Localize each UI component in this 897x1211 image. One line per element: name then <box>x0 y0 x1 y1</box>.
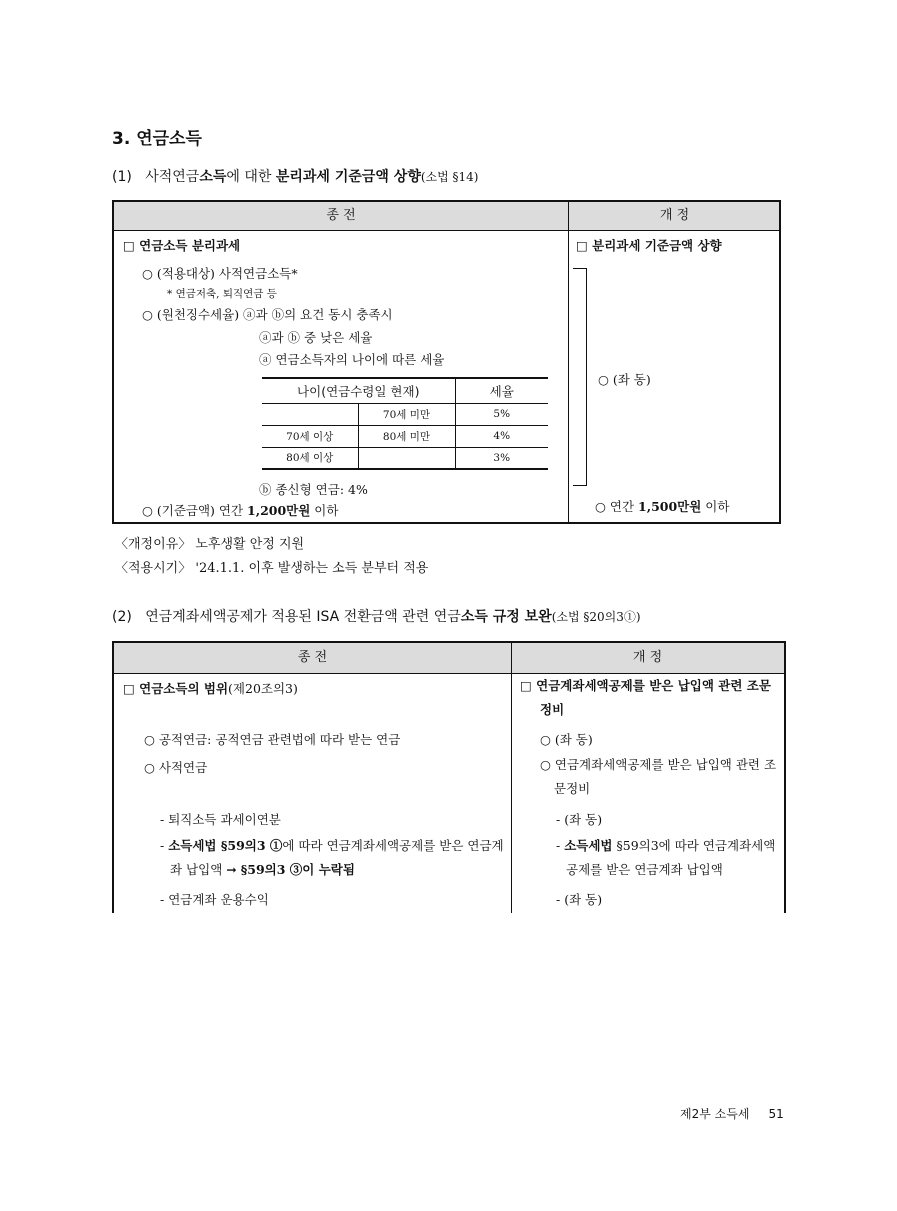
after-line-same-1: ○ (좌 동) <box>540 732 593 747</box>
after-threshold: ○ 연간 1,500만원 이하 <box>595 499 730 514</box>
bracket-line <box>573 268 587 486</box>
subsection-1-number: (1) <box>112 169 132 185</box>
footer-part: 제2부 소득세 <box>680 1107 750 1121</box>
table-row: 70세 이상 80세 미만 4% <box>262 425 548 447</box>
before-line-public-pension: ○ 공적연금: 공적연금 관련법에 따라 받는 연금 <box>144 732 401 747</box>
header-before: 종 전 <box>326 208 356 223</box>
revision-reason: 〈개정이유〉 노후생활 안정 지원 <box>115 537 305 552</box>
before-heading: □ 연금소득의 범위(제20조의3) <box>123 681 298 696</box>
table-header <box>114 643 784 674</box>
subsection-2-title: (2) 연금계좌세액공제가 적용된 ISA 전환금액 관련 연금소득 규정 보완(소법 §20의3①) <box>112 609 641 625</box>
before-line-private-pension: ○ 사적연금 <box>144 760 208 775</box>
section-title: 3. 연금소득 <box>112 129 202 149</box>
table-row: 80세 이상 3% <box>262 447 548 469</box>
header-after: 개 정 <box>659 208 690 223</box>
effective-date: 〈적용시기〉 '24.1.1. 이후 발생하는 소득 분부터 적용 <box>115 561 429 576</box>
before-heading: □ 연금소득 분리과세 <box>123 238 241 253</box>
subsection-1-title: (1) 사적연금소득에 대한 분리과세 기준금액 상향(소법 §14) <box>112 169 479 185</box>
before-line-pension-account: - 소득세법 §59의3 ①에 따라 연금계좌세액공제를 받은 연금계좌 납입액 ➞ §59의3 ③이 누락됨 <box>160 838 504 877</box>
law-reference: (소법 §20의3①) <box>551 610 641 624</box>
header-after: 개 정 <box>632 650 663 665</box>
before-line-threshold: ○ (기준금액) 연간 1,200만원 이하 <box>142 503 339 518</box>
before-line-target-note: * 연금저축, 퇴직연금 등 <box>167 288 277 300</box>
law-reference: (소법 §14) <box>420 170 479 184</box>
after-heading: □ 분리과세 기준금액 상향 <box>576 238 722 253</box>
after-line-pension-account: - 소득세법 §59의3에 따라 연금계좌세액공제를 받은 연금계좌 납입액 <box>556 838 776 877</box>
footer <box>680 1105 784 1122</box>
rate-column-header: 세율 <box>455 378 548 403</box>
before-line-target: ○ (적용대상) 사적연금소득* <box>142 266 298 281</box>
page-number: 51 <box>768 1107 784 1121</box>
age-column-header: 나이(연금수령일 현재) <box>262 378 455 403</box>
before-line-withholding: ○ (원천징수세율) ⓐ과 ⓑ의 요건 동시 충족시 <box>142 307 393 322</box>
subsection-2-number: (2) <box>112 609 132 625</box>
column-divider <box>511 643 512 913</box>
after-line-same-2: - (좌 동) <box>556 812 603 827</box>
header-before: 종 전 <box>297 650 328 665</box>
after-line-same-3: - (좌 동) <box>556 892 603 907</box>
before-line-investment-income: - 연금계좌 운용수익 <box>160 892 269 907</box>
after-same: ○ (좌 동) <box>598 372 651 387</box>
age-rate-table <box>262 377 548 470</box>
before-line-lower-rate: ⓐ과 ⓑ 중 낮은 세율 <box>259 330 373 345</box>
before-line-retirement: - 퇴직소득 과세이연분 <box>160 812 281 827</box>
table-row: 70세 미만 5% <box>262 403 548 425</box>
table-header <box>114 202 779 231</box>
after-heading: □ 연금계좌세액공제를 받은 납입액 관련 조문정비 <box>520 678 771 717</box>
before-line-lifetime: ⓑ 종신형 연금: 4% <box>259 482 368 497</box>
after-line-cleanup: ○ 연금계좌세액공제를 받은 납입액 관련 조문정비 <box>540 757 777 796</box>
column-divider <box>568 202 569 522</box>
before-line-age-rate: ⓐ 연금소득자의 나이에 따른 세율 <box>259 352 445 367</box>
